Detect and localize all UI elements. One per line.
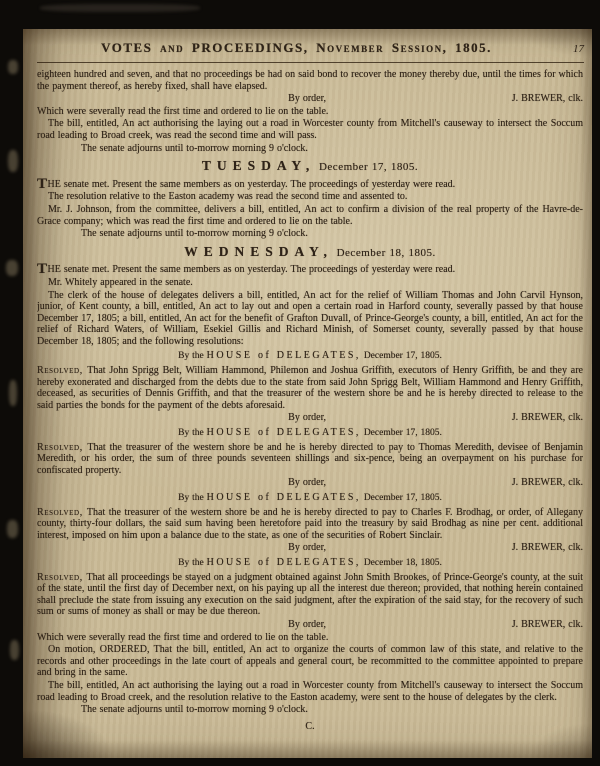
by-order-label: By order, [288, 93, 327, 105]
clerk-signature: J. BREWER, clk. [511, 412, 583, 424]
by-order-line [37, 619, 583, 631]
paragraph: The senate adjourns until to-morrow morning 9 o'clock. [81, 704, 308, 716]
day-heading [37, 243, 583, 260]
paragraph: The resolution relative to the Easton academy was read the second time and assented to. [48, 191, 408, 203]
dropcap-letter: T [37, 261, 48, 278]
scan-artifact [9, 380, 17, 406]
page-paper [23, 29, 592, 758]
page-header [37, 40, 584, 56]
by-order-label: By order, [288, 618, 327, 630]
house-prefix: By the [178, 493, 207, 503]
dropcap-letter: T [37, 175, 48, 192]
house-of-delegates-heading [37, 427, 583, 440]
house-name: HOUSE of DELEGATES, [206, 350, 361, 362]
page-title: VOTES and PROCEEDINGS, November Session, 1805. [101, 40, 492, 55]
paragraph: Which were severally read the first time and ordered to lie on the table. [37, 631, 329, 643]
paragraph: The bill, entitled, An act authorising the laying out a road in Worcester county from Mitchell's causeway to intersect the Soccum road leading to Broad creek, was read the second time and will pass. [37, 118, 583, 141]
house-of-delegates-heading [37, 350, 583, 363]
resolved-lead: Resolved, [37, 441, 88, 453]
signature-mark: C. [305, 720, 315, 732]
day-date: December 18, 1805. [332, 246, 436, 259]
paragraph: The senate adjourns until to-morrow morning 9 o'clock. [81, 228, 308, 240]
house-name: HOUSE of DELEGATES, [206, 492, 361, 503]
paragraph: THE senate met. Present the same members as on yesterday. The proceedings of yesterday were read. [37, 261, 456, 278]
resolved-lead: Resolved, [37, 365, 88, 377]
by-order-label: By order, [288, 542, 327, 554]
by-order-label: By order, [288, 477, 327, 489]
house-of-delegates-heading [37, 492, 583, 505]
page-number: 17 [573, 43, 584, 55]
house-date: December 18, 1805. [360, 557, 442, 568]
house-prefix: By the [178, 428, 207, 439]
house-date: December 17, 1805. [360, 428, 442, 439]
by-order-label: By order, [288, 412, 327, 424]
resolved-lead: Resolved, [37, 506, 87, 518]
resolved-lead: Resolved, [37, 571, 87, 583]
paragraph: eighteen hundred and seven, and that no proceedings be had on said bond to recover the money thereby due, until the times for which the payment thereof, as hereby fixed, shall have elapsed. [37, 69, 583, 92]
paragraph: On motion, ORDERED, That the bill, entitled, An act to organize the courts of common law of this state, and relative to the records and other proceedings in the late court of appeals and general court, be recommitted to the committee appointed to prepare and bring in the same. [37, 644, 583, 679]
paragraph: Mr. Whitely appeared in the senate. [48, 276, 193, 288]
clerk-signature: J. BREWER, clk. [511, 618, 583, 630]
paragraph: Resolved, That John Sprigg Belt, William Hammond, Philemon and Joshua Griffith, executors of Henry Griffith, be and they are hereby exonerated and discharged from the debts due to the state from said John Sprigg Belt, William Hammond and Henry Griffith, deceased, as securities of Dennis Griffith, and that the treasurer of the western shore be and he is hereby directed to release to the said parties the bonds for the payment of the debts aforesaid. [37, 365, 583, 411]
by-order-line [37, 477, 583, 489]
paragraph: THE senate met. Present the same members as on yesterday. The proceedings of yesterday were read. [37, 175, 456, 192]
house-date: December 17, 1805. [360, 351, 442, 362]
day-heading [37, 160, 583, 174]
scan-artifact [8, 60, 18, 74]
paragraph: The clerk of the house of delegates delivers a bill, entitled, An act for the relief of William Thomas and John Carvil Hynson, junior, of Kent county, a bill, entitled, An act to lay out and open a certain road in Harford county, severally passed by that house December 17, 1805; a bill, entitled, An act for the benefit of Grafton Duvall, of Prince-George's county, a bill, entitled, An act for the relief of Richard Waters, of William, Esekiel Gillis and Richard Minish, of Somerset county, severally passed by that house December 18, 1805; and the following resolutions: [37, 289, 583, 347]
house-prefix: By the [178, 557, 207, 568]
house-of-delegates-heading [37, 557, 583, 570]
house-date: December 17, 1805. [360, 493, 442, 503]
paragraph: Mr. J. Johnson, from the committee, delivers a bill, entitled, An act to confirm a division of the real property of the Havre-de-Grace company; which was read the first time and ordered to lie on the table. [37, 203, 583, 227]
clerk-signature: J. BREWER, clk. [511, 542, 583, 554]
clerk-signature: J. BREWER, clk. [511, 477, 583, 489]
day-date: December 17, 1805. [315, 161, 419, 174]
paragraph: The senate adjourns until to-morrow morning 9 o'clock. [81, 142, 308, 154]
header-rule [37, 62, 584, 63]
scan-artifact [40, 4, 200, 12]
paragraph: Resolved, That the treasurer of the western shore be and he is hereby directed to pay to Charles F. Brodhag, or order, of Allegany county, thirty-four dollars, the said sum having been heretofore paid into the treasury by said Brodhag as nine per cent. additional interest, imposed on him upon a balance due to the state, as one of the securities of Robert Sinclair. [37, 506, 583, 541]
day-name: WEDNESDAY, [184, 243, 333, 259]
paragraph: Resolved, That the treasurer of the western shore be and he is hereby directed to pay to Thomas Meredith, devisee of Benjamin Meredith, or his order, the sum of three pounds seventeen shillings and six-pence, being an overpayment on his purchase for confiscated property. [37, 441, 583, 476]
house-name: HOUSE of DELEGATES, [206, 427, 361, 439]
document-body [37, 69, 583, 753]
scan-artifact [6, 260, 18, 276]
paragraph: Resolved, That all proceedings be stayed on a judgment obtained against John Smith Brookes, of Prince-George's county, at the suit of the state, until the first day of December next, on his paying up all the interest due thereon; provided, that nothing herein contained shall preclude the state from issuing any execution on the said judgment, after the expiration of the said stay, for the recovery of such sum or sums of money as shall or may be due thereon. [37, 571, 583, 618]
by-order-line [37, 93, 583, 105]
by-order-line [37, 542, 583, 554]
house-prefix: By the [178, 351, 207, 362]
clerk-signature: J. BREWER, clk. [511, 93, 583, 105]
scan-artifact [10, 640, 19, 660]
scan-artifact [7, 520, 18, 538]
day-name: TUESDAY, [201, 158, 316, 174]
scan-artifact [8, 150, 18, 172]
by-order-line [37, 412, 583, 424]
house-name: HOUSE of DELEGATES, [206, 556, 361, 568]
paragraph: Which were severally read the first time and ordered to lie on the table. [37, 105, 329, 117]
paragraph: The bill, entitled, An act authorising the laying out a road in Worcester county from Mitchell's causeway to intersect the Soccum road leading to Broad creek, and the resolution relative to the Easton academy, were sent to the house of delegates by the clerk. [37, 679, 583, 703]
